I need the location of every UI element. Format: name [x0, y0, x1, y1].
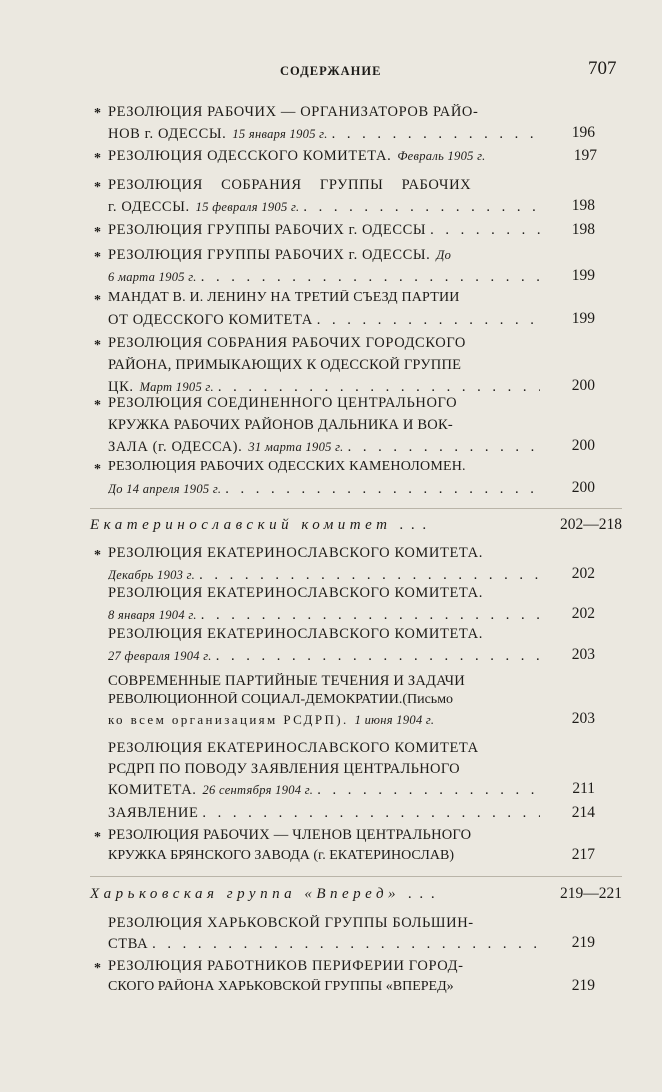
new-document-mark: *: [94, 830, 101, 845]
entry-date: 15 февраля 1905 г.: [195, 200, 300, 214]
new-document-mark: *: [94, 293, 101, 308]
entry-title-line: СКОГО РАЙОНА ХАРЬКОВСКОЙ ГРУППЫ «ВПЕРЕД»: [108, 979, 454, 994]
entry-page: 198: [571, 197, 595, 214]
entry-title-line: РЕЗОЛЮЦИЯ ЕКАТЕРИНОСЛАВСКОГО КОМИТЕТА.: [108, 585, 483, 601]
entry-page: 211: [572, 780, 595, 797]
entry-title-line: [108, 481, 540, 503]
entry-date: 1 июня 1904 г.: [354, 713, 435, 727]
entry-page: 196: [571, 124, 595, 141]
section-heading: Екатеринославский комитет . . .: [90, 517, 429, 533]
entry-title-line: ОТ ОДЕССКОГО КОМИТЕТА . . .: [108, 312, 540, 334]
entry-title-line: СОВРЕМЕННЫЕ ПАРТИЙНЫЕ ТЕЧЕНИЯ И ЗАДАЧИ: [108, 673, 465, 689]
entry-title-line: РЕЗОЛЮЦИЯ ГРУППЫ РАБОЧИХ г. ОДЕССЫ . . .: [108, 222, 540, 244]
entry-page: 203: [571, 646, 595, 663]
entry-title-line: РЕЗОЛЮЦИЯ СОЕДИНЕННОГО ЦЕНТРАЛЬНОГО: [108, 395, 458, 411]
new-document-mark: *: [94, 225, 101, 240]
entry-date: 15 января 1905 г.: [232, 127, 328, 141]
entry-title-line: ЗАЛА (г. ОДЕССА). 31 марта 1905 г. . . .: [108, 439, 540, 461]
entry-date: Февраль 1905 г.: [397, 149, 486, 163]
entry-title-line: РЕЗОЛЮЦИЯ РАБОЧИХ — ЧЛЕНОВ ЦЕНТРАЛЬНОГО: [108, 827, 472, 843]
entry-date: 31 марта 1905 г.: [248, 440, 344, 454]
entry-title-line: ЦК. Март 1905 г. . . .: [108, 379, 540, 401]
entry-page: 214: [571, 804, 595, 821]
entry-title-line: РЕЗОЛЮЦИЯ РАБОТНИКОВ ПЕРИФЕРИИ ГОРОД-: [108, 958, 464, 974]
entry-page: 202: [571, 565, 595, 582]
entry-date: Декабрь 1903 г.: [108, 568, 196, 582]
entry-page: 200: [571, 377, 595, 394]
entry-title-line: РЕЗОЛЮЦИЯ СОБРАНИЯ РАБОЧИХ ГОРОДСКОГО: [108, 335, 467, 351]
entry-date: До: [436, 248, 452, 262]
entry-title-line: РСДРП ПО ПОВОДУ ЗАЯВЛЕНИЯ ЦЕНТРАЛЬНОГО: [108, 761, 460, 777]
entry-title-line: РАЙОНА, ПРИМЫКАЮЩИХ К ОДЕССКОЙ ГРУППЕ: [108, 357, 462, 373]
new-document-mark: *: [94, 250, 101, 265]
section-page-range: 202—218: [560, 516, 622, 533]
section-divider: [90, 508, 622, 509]
section-page-range: 219—221: [560, 885, 622, 902]
section-divider: [90, 876, 622, 877]
entry-title-line: МАНДАТ В. И. ЛЕНИНУ НА ТРЕТИЙ СЪЕЗД ПАРТИИ: [108, 290, 460, 305]
entry-page: 200: [571, 479, 595, 496]
entry-date: 6 марта 1905 г.: [108, 270, 197, 284]
entry-title-line: г. ОДЕССЫ. 15 февраля 1905 г. . . .: [108, 199, 540, 221]
entry-title-line: РЕЗОЛЮЦИЯ ОДЕССКОГО КОМИТЕТА. Февраль 1905 г.: [108, 148, 486, 164]
entry-title-line: РЕЗОЛЮЦИЯ ЕКАТЕРИНОСЛАВСКОГО КОМИТЕТА.: [108, 545, 483, 561]
entry-page: 197: [573, 147, 597, 164]
entry-title-line: [108, 269, 540, 291]
new-document-mark: *: [94, 106, 101, 121]
entry-date: 27 февраля 1904 г.: [108, 649, 212, 663]
entry-page: 199: [571, 267, 595, 284]
entry-page: 219: [571, 977, 595, 994]
entry-page: 219: [571, 934, 595, 951]
entry-title-line: НОВ г. ОДЕССЫ. 15 января 1905 г. . . .: [108, 126, 540, 148]
page-header: [0, 58, 662, 88]
running-title: СОДЕРЖАНИЕ: [280, 64, 382, 78]
entry-page: 198: [571, 221, 595, 238]
entry-date: 26 сентября 1904 г.: [202, 783, 314, 797]
entry-title-line: РЕЗОЛЮЦИЯ РАБОЧИХ ОДЕССКИХ КАМЕНОЛОМЕН.: [108, 459, 466, 474]
entry-title-line: [108, 648, 540, 670]
entry-page: 200: [571, 437, 595, 454]
entry-title-line: РЕЗОЛЮЦИЯ ГРУППЫ РАБОЧИХ г. ОДЕССЫ. До: [108, 247, 452, 263]
entry-date: Март 1905 г.: [139, 380, 214, 394]
entry-title-line: РЕЗОЛЮЦИЯ ХАРЬКОВСКОЙ ГРУППЫ БОЛЬШИН-: [108, 915, 474, 931]
new-document-mark: *: [94, 462, 101, 477]
entry-title-line: ЗАЯВЛЕНИЕ . . .: [108, 805, 540, 827]
entry-title-line: РЕЗОЛЮЦИЯ СОБРАНИЯ ГРУППЫ РАБОЧИХ: [108, 177, 472, 193]
entry-date: 8 января 1904 г.: [108, 608, 197, 622]
entry-title-line: КОМИТЕТА. 26 сентября 1904 г. . . .: [108, 782, 540, 804]
entry-page: 203: [571, 710, 595, 727]
entry-title-line: ко всем организациям РСДРП). 1 июня 1904 г.: [108, 712, 435, 727]
entry-page: 202: [571, 605, 595, 622]
page-number: 707: [588, 58, 617, 79]
entry-title-line: РЕЗОЛЮЦИЯ ЕКАТЕРИНОСЛАВСКОГО КОМИТЕТА: [108, 740, 479, 756]
entry-title-line: КРУЖКА БРЯНСКОГО ЗАВОДА (г. ЕКАТЕРИНОСЛАВ): [108, 848, 454, 863]
new-document-mark: *: [94, 398, 101, 413]
new-document-mark: *: [94, 151, 101, 166]
entry-page: 199: [571, 310, 595, 327]
new-document-mark: *: [94, 338, 101, 353]
entry-title-line: РЕЗОЛЮЦИЯ ЕКАТЕРИНОСЛАВСКОГО КОМИТЕТА.: [108, 626, 483, 642]
entry-title-line: РЕЗОЛЮЦИЯ РАБОЧИХ — ОРГАНИЗАТОРОВ РАЙО-: [108, 104, 479, 120]
entry-title-line: КРУЖКА РАБОЧИХ РАЙОНОВ ДАЛЬНИКА И ВОК-: [108, 417, 453, 433]
section-heading: Харьковская группа «Вперед» . . .: [90, 886, 438, 902]
new-document-mark: *: [94, 180, 101, 195]
entry-title-line: РЕВОЛЮЦИОННОЙ СОЦИАЛ-ДЕМОКРАТИИ.(Письмо: [108, 692, 454, 707]
new-document-mark: *: [94, 961, 101, 976]
new-document-mark: *: [94, 548, 101, 563]
entry-date: До 14 апреля 1905 г.: [108, 482, 222, 496]
entry-title-line: СТВА . . .: [108, 936, 540, 958]
entry-page: 217: [571, 846, 595, 863]
